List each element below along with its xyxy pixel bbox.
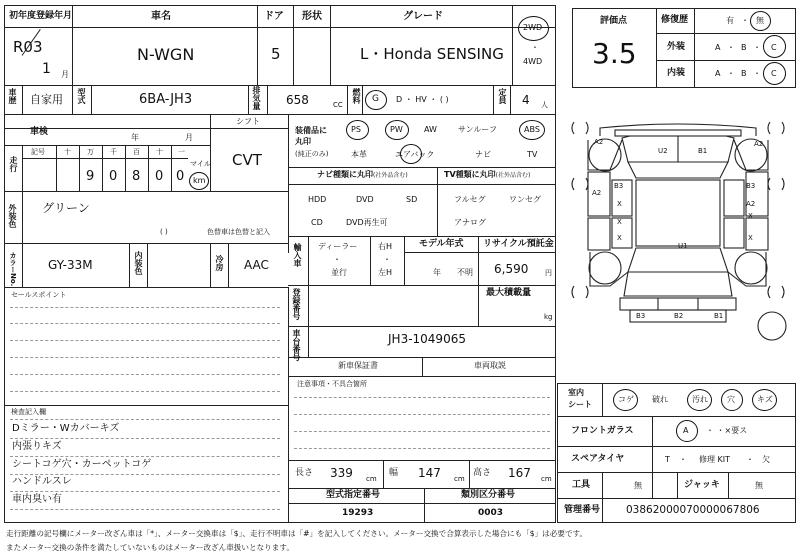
int-grade-dot2: ・ <box>753 69 761 78</box>
diag-a2-r: A2 <box>746 200 756 208</box>
fuel-label: 燃料 <box>352 88 361 104</box>
import-dealer: ディーラー <box>318 242 358 251</box>
seat-burn: コゲ <box>618 395 634 404</box>
diag-b1-front: B1 <box>698 147 708 155</box>
diag-a2-l: A2 <box>592 189 602 197</box>
diag-b3-l: B3 <box>614 182 624 190</box>
int-grade-a: A <box>715 69 721 78</box>
equip-abs: ABS <box>524 125 540 134</box>
drive-2wd: 2WD <box>523 23 543 32</box>
ext-color-value: グリーン <box>42 201 90 215</box>
inspector-line-1: Dミラー・Wカバーキズ <box>12 423 120 434</box>
glass-label: フロントガラス <box>571 426 634 436</box>
ext-grade-c: C <box>771 43 777 52</box>
ac-label: 冷房 <box>215 255 224 271</box>
max-load-unit: kg <box>544 313 553 321</box>
model-year-label: モデル年式 <box>419 239 464 249</box>
fuel-g: G <box>372 94 379 104</box>
capacity-value: 4 <box>522 93 530 107</box>
diag-a2-fl: A2 <box>594 138 604 146</box>
mileage-digit-5: 0 <box>176 169 185 184</box>
warranty-label: 新車保証書 <box>338 361 378 370</box>
navi-dvd-play: DVD再生可 <box>346 218 388 227</box>
shaken-year-unit: 年 <box>131 133 139 142</box>
digit-head-3: 千 <box>110 148 117 156</box>
sales-point-label: セールスポイント <box>11 291 67 299</box>
navi-hdd: HDD <box>308 195 327 204</box>
navi-dvd: DVD <box>356 195 374 204</box>
interior-label: 内装 <box>667 68 686 78</box>
equip-leather: 本革 <box>351 150 367 159</box>
mileage-digit-2: 0 <box>109 169 118 184</box>
first-reg-label: 初年度登録年月 <box>9 11 73 21</box>
seat-hole: 穴 <box>727 395 735 404</box>
color-change-note: 色替車は色替と記入 <box>207 228 270 236</box>
equip-navi: ナビ <box>475 150 491 159</box>
seat-tear: 破れ <box>652 395 668 404</box>
model-year-unit: 年 <box>433 268 441 277</box>
color-no-label: カラーNo. <box>9 252 17 287</box>
diag-b1-rear: B1 <box>714 312 724 320</box>
chassis-label: 車台番号 <box>292 329 301 361</box>
car-name-label: 車名 <box>151 11 171 22</box>
digit-head-2: 万 <box>87 148 94 156</box>
capacity-unit: 人 <box>541 101 548 109</box>
height-value: 167 <box>508 466 531 480</box>
seat-scratch: キズ <box>757 395 773 404</box>
color-change-paren: ( ) <box>160 228 168 236</box>
seat-dirt: 汚れ <box>692 395 708 404</box>
inspector-line-3: シートコゲ穴・カーペットコゲ <box>12 459 152 470</box>
recycle-value: 6,590 <box>494 262 529 276</box>
displacement-value: 658 <box>286 93 309 107</box>
diag-x-1: X <box>617 200 622 208</box>
door-label: ドア <box>264 11 284 22</box>
repair-yes: 有 <box>726 16 734 25</box>
equip-pw: PW <box>390 125 403 134</box>
diag-x-3: X <box>748 212 753 220</box>
import-right-h: 右H <box>378 242 393 251</box>
length-label: 長さ <box>295 468 314 478</box>
tv-fullseg: フルセグ <box>454 195 486 204</box>
repair-label: 修復歴 <box>661 15 689 25</box>
navi-cd: CD <box>311 218 323 227</box>
model-value: 6BA-JH3 <box>139 92 193 107</box>
grade-value: L・Honda SENSING <box>360 45 504 63</box>
mileage-digit-3: 8 <box>132 169 141 184</box>
int-grade-b: B <box>741 69 747 78</box>
mileage-label: 走行 <box>9 156 18 172</box>
equip-ps: PS <box>351 125 361 134</box>
jack-value: 無 <box>755 481 763 490</box>
score-value: 3.5 <box>592 37 637 70</box>
mile-label: マイル <box>190 160 211 168</box>
mgmt-value: 03862000070000067806 <box>626 504 760 516</box>
import-dot-2: ・ <box>383 255 391 264</box>
exterior-label: 外装 <box>667 42 686 52</box>
tv-analog: アナログ <box>454 218 486 227</box>
length-value: 339 <box>330 466 353 480</box>
int-grade-c: C <box>771 69 777 78</box>
diag-b3-rear: B3 <box>636 312 646 320</box>
fuel-others: D ・ HV ・ ( ) <box>396 95 449 104</box>
import-parallel: 並行 <box>331 268 347 277</box>
import-left-h: 左H <box>378 268 393 277</box>
ext-grade-dot1: ・ <box>727 43 735 52</box>
seat-label-2: シート <box>568 400 592 409</box>
ext-color-label: 外装色 <box>8 204 17 228</box>
model-year-unknown: 不明 <box>457 268 473 277</box>
shift-value: CVT <box>232 151 262 169</box>
equip-airbag: エアバック <box>395 150 435 159</box>
mileage-digit-1: 9 <box>86 169 95 184</box>
navi-title-sub: (社外品含む) <box>373 172 408 179</box>
digit-head-6: 一 <box>178 148 185 156</box>
length-unit: cm <box>366 475 377 483</box>
door-value: 5 <box>271 45 281 63</box>
inspector-line-2: 内張りキズ <box>12 441 62 452</box>
repair-no: 無 <box>756 16 764 25</box>
max-load-label: 最大積載量 <box>486 288 532 298</box>
recycle-unit: 円 <box>545 269 552 277</box>
car-kind-label: 車歴 <box>8 88 17 104</box>
spare-dot1: ・ <box>679 455 687 464</box>
reg-no-label: 登録番号 <box>292 288 301 320</box>
shift-label: シフト <box>236 117 260 126</box>
height-unit: cm <box>541 475 552 483</box>
equipment-sub: (純正のみ) <box>295 150 329 158</box>
ext-grade-dot2: ・ <box>753 43 761 52</box>
width-unit: cm <box>454 475 465 483</box>
mgmt-label: 管理番号 <box>564 505 601 515</box>
spare-dot2: ・ <box>746 455 754 464</box>
navi-title: ナビ種類に丸印(社外品含む) <box>317 170 408 179</box>
width-label: 幅 <box>389 468 399 478</box>
mileage-digit-4: 0 <box>155 169 164 184</box>
tv-title: TV種類に丸印(社外品含む) <box>444 170 531 179</box>
capacity-label: 定員 <box>498 88 507 104</box>
height-label: 高さ <box>473 468 492 478</box>
displacement-unit: CC <box>333 101 343 109</box>
digit-head-5: 十 <box>156 148 163 156</box>
class-no-value: 0003 <box>478 508 504 518</box>
inspector-label: 検査記入欄 <box>11 408 46 416</box>
import-label: 輸入車 <box>293 243 302 267</box>
jack-label: ジャッキ <box>684 480 720 490</box>
diag-b3-r: B3 <box>746 182 756 190</box>
type-no-value: 19293 <box>342 508 374 518</box>
reg-month-unit: 月 <box>61 70 69 79</box>
int-grade-dot1: ・ <box>727 69 735 78</box>
car-kind-value: 自家用 <box>30 93 63 106</box>
recycle-label: リサイクル預託金 <box>483 239 554 249</box>
glass-a: A <box>683 426 689 435</box>
grade-label: グレード <box>403 11 443 22</box>
spare-kit: 修理 KIT <box>699 455 731 464</box>
reg-month: 1 <box>42 61 51 77</box>
equip-tv: TV <box>527 150 538 159</box>
shaken-label: 車検 <box>30 127 49 137</box>
type-no-label: 型式指定番号 <box>326 490 381 500</box>
drive-dot: ・ <box>531 43 539 52</box>
car-damage-diagram <box>560 100 796 380</box>
equip-sunroof: サンルーフ <box>458 125 497 134</box>
navi-sd: SD <box>406 195 418 204</box>
seat-label: 室内 <box>568 388 584 397</box>
inspector-line-4: ハンドルスレ <box>12 476 72 487</box>
footer-note-2: またメーター交換の条件を満たしていないものはメーター改ざん車扱いとなります。 <box>6 543 294 552</box>
repair-dot: ・ <box>741 16 749 25</box>
spare-label: スペアタイヤ <box>571 454 625 464</box>
notes-label: 注意事項・不具合箇所 <box>297 380 367 388</box>
displacement-label: 排気量 <box>252 86 261 110</box>
ext-grade-b: B <box>741 43 747 52</box>
era-year: R03 <box>13 38 43 56</box>
car-name: N-WGN <box>137 45 195 64</box>
color-no-value: GY-33M <box>48 258 93 272</box>
inspector-line-5: 車内臭い有 <box>12 494 62 505</box>
footer-note-1: 走行距離の記号欄にメーター改ざん車は「*」、メーター交換車は「$」、走行不明車は「#」を記入してください。メーター交換で合算表示した場合にも「$」は必要です。 <box>6 529 588 538</box>
diag-x-5: X <box>748 234 753 242</box>
glass-others: ・ ・×要ス <box>706 426 748 435</box>
ac-value: AAC <box>244 258 269 272</box>
diag-b2-rear: B2 <box>674 312 684 320</box>
digit-head-4: 百 <box>133 148 140 156</box>
tools-label: 工具 <box>572 480 591 490</box>
shape-label: 形状 <box>302 11 322 22</box>
tv-title-sub: (社外品含む) <box>495 172 531 179</box>
manual-label: 車両取説 <box>474 361 506 370</box>
spare-t: T <box>665 455 670 464</box>
diag-a2-fr: A2 <box>754 140 764 148</box>
equipment-title-2: 丸印 <box>295 137 311 146</box>
class-no-label: 類別区分番号 <box>461 490 516 500</box>
digit-head-1: 十 <box>64 148 71 156</box>
spare-none: 欠 <box>762 455 770 464</box>
score-label: 評価点 <box>600 16 628 26</box>
tv-oneseg: ワンセグ <box>509 195 541 204</box>
equip-aw: AW <box>424 125 437 134</box>
drive-4wd: 4WD <box>523 57 543 66</box>
interior-color-label: 内装色 <box>134 251 143 275</box>
shaken-month-unit: 月 <box>185 133 193 142</box>
tools-value: 無 <box>634 481 642 490</box>
diag-x-2: X <box>617 218 622 226</box>
import-dot: ・ <box>333 255 341 264</box>
diag-u2: U2 <box>658 147 668 155</box>
chassis-value: JH3-1049065 <box>388 332 466 346</box>
km-label: km <box>193 176 206 185</box>
equipment-title: 装備品に <box>295 126 327 135</box>
ext-grade-a: A <box>715 43 721 52</box>
width-value: 147 <box>418 466 441 480</box>
diag-x-4: X <box>617 234 622 242</box>
digit-mark-label: 記号 <box>31 148 45 156</box>
model-label: 型式 <box>77 88 86 104</box>
diag-u1: U1 <box>678 242 688 250</box>
